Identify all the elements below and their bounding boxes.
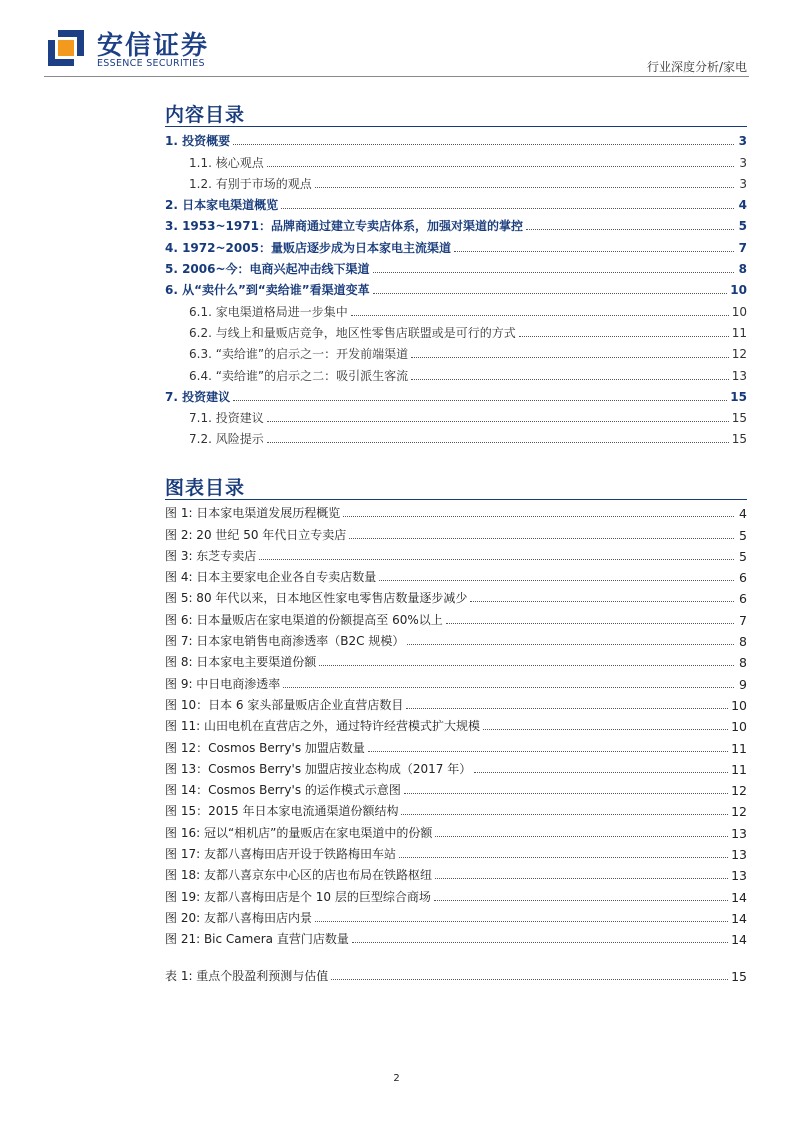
- toc-entry[interactable]: [165, 405, 747, 426]
- dot-leader: [404, 793, 728, 794]
- toc-list: [165, 128, 747, 447]
- dot-leader: [351, 315, 729, 316]
- entry-title: 图 6: 日本量贩店在家电渠道的份额提高至 60%以上: [165, 612, 443, 627]
- toc-entry[interactable]: [165, 362, 747, 383]
- entry-page-number: 15: [730, 389, 747, 404]
- entry-page-number: 12: [731, 347, 747, 362]
- entry-title: 图 15：2015 年日本家电流通渠道份额结构: [165, 804, 399, 819]
- entry-title: 图 5: 80 年代以来，日本地区性家电零售店数量逐步减少: [165, 591, 468, 606]
- dot-leader: [319, 665, 734, 666]
- entry-page-number: 13: [731, 368, 747, 383]
- dot-leader: [368, 751, 728, 752]
- dot-leader: [407, 644, 734, 645]
- dot-leader: [281, 208, 734, 209]
- dot-leader: [283, 687, 734, 688]
- dot-leader: [349, 538, 734, 539]
- entry-page-number: 9: [739, 676, 747, 692]
- entry-page-number: 14: [731, 932, 747, 948]
- table-entry[interactable]: [165, 963, 747, 984]
- entry-page-number: 10: [731, 697, 747, 713]
- dot-leader: [411, 379, 729, 380]
- dot-leader: [470, 601, 734, 602]
- entry-title: 图 17: 友都八喜梅田店开设于铁路梅田车站: [165, 847, 396, 862]
- entry-title: 图 4: 日本主要家电企业各自专卖店数量: [165, 570, 377, 585]
- dot-leader: [454, 251, 734, 252]
- entry-page-number: 10: [731, 304, 747, 319]
- entry-page-number: 6: [739, 570, 747, 586]
- entry-title: 图 8: 日本家电主要渠道份额: [165, 655, 317, 670]
- dot-leader: [379, 580, 734, 581]
- entry-page-number: 12: [731, 783, 747, 799]
- entry-page-number: 8: [738, 262, 747, 277]
- dot-leader: [233, 144, 734, 145]
- entry-title: 图 3: 东芝专卖店: [165, 548, 257, 563]
- entry-page-number: 11: [731, 325, 747, 340]
- figure-entry[interactable]: [165, 543, 747, 564]
- figures-title: 图表目录: [165, 477, 246, 499]
- entry-page-number: 5: [738, 219, 747, 234]
- dot-leader: [399, 857, 728, 858]
- dot-leader: [352, 942, 728, 943]
- figure-entry[interactable]: [165, 628, 747, 649]
- header-divider: [44, 76, 749, 77]
- toc-entry[interactable]: [165, 341, 747, 362]
- entry-title: 4. 1972~2005：量贩店逐步成为日本家电主流渠道: [165, 240, 451, 255]
- figure-entry[interactable]: [165, 521, 747, 542]
- figure-entry[interactable]: [165, 905, 747, 926]
- page-number: 2: [393, 1073, 400, 1084]
- entry-title: 6.1. 家电渠道格局进一步集中: [189, 304, 348, 319]
- toc-entry[interactable]: [165, 426, 747, 447]
- entry-title: 3. 1953~1971：品牌商通过建立专卖店体系，加强对渠道的掌控: [165, 219, 523, 234]
- dot-leader: [434, 900, 728, 901]
- entry-page-number: 10: [731, 719, 747, 735]
- entry-page-number: 14: [731, 889, 747, 905]
- entry-page-number: 6: [739, 591, 747, 607]
- dot-leader: [406, 708, 728, 709]
- entry-page-number: 3: [738, 134, 747, 149]
- toc-entry[interactable]: [165, 128, 747, 149]
- dot-leader: [401, 814, 728, 815]
- brand-name-en: ESSENCE SECURITIES: [97, 58, 205, 69]
- entry-title: 7. 投资建议: [165, 389, 231, 404]
- figure-entry[interactable]: [165, 670, 747, 691]
- entry-title: 图 1: 日本家电渠道发展历程概览: [165, 506, 341, 521]
- entry-page-number: 7: [738, 240, 747, 255]
- figure-entry[interactable]: [165, 564, 747, 585]
- entry-title: 图 19: 友都八喜梅田店是个 10 层的巨型综合商场: [165, 889, 431, 904]
- toc-entry[interactable]: [165, 277, 747, 298]
- figure-entry[interactable]: [165, 883, 747, 904]
- entry-title: 7.1. 投资建议: [189, 411, 264, 426]
- dot-leader: [267, 442, 729, 443]
- entry-title: 1.2. 有别于市场的观点: [189, 176, 312, 191]
- entry-title: 5. 2006~今：电商兴起冲击线下渠道: [165, 262, 370, 277]
- entry-page-number: 12: [731, 804, 747, 820]
- figure-entry[interactable]: [165, 734, 747, 755]
- dot-leader: [233, 400, 727, 401]
- dot-leader: [267, 166, 734, 167]
- entry-page-number: 15: [731, 969, 747, 985]
- entry-title: 2. 日本家电渠道概览: [165, 198, 279, 213]
- entry-page-number: 10: [730, 283, 747, 298]
- toc-entry[interactable]: [165, 171, 747, 192]
- dot-leader: [435, 878, 728, 879]
- figures-list: [165, 500, 747, 947]
- figure-entry[interactable]: [165, 713, 747, 734]
- entry-title: 图 20: 友都八喜梅田店内景: [165, 910, 312, 925]
- toc-entry[interactable]: [165, 298, 747, 319]
- entry-title: 图 7: 日本家电销售电商渗透率（B2C 规模）: [165, 634, 405, 649]
- toc-entry[interactable]: [165, 213, 747, 234]
- entry-title: 图 13：Cosmos Berry's 加盟店按业态构成（2017 年）: [165, 761, 472, 776]
- toc-title: 内容目录: [165, 104, 246, 126]
- entry-title: 图 21: Bic Camera 直营门店数量: [165, 932, 349, 947]
- entry-title: 1.1. 核心观点: [189, 155, 264, 170]
- dot-leader: [373, 272, 734, 273]
- tables-list: [165, 963, 747, 984]
- entry-page-number: 5: [739, 548, 747, 564]
- figure-entry[interactable]: [165, 692, 747, 713]
- entry-title: 图 14：Cosmos Berry's 的运作模式示意图: [165, 783, 401, 798]
- toc-entry[interactable]: [165, 149, 747, 170]
- figure-entry[interactable]: [165, 500, 747, 521]
- entry-page-number: 13: [731, 825, 747, 841]
- dot-leader: [474, 772, 728, 773]
- figure-entry[interactable]: [165, 841, 747, 862]
- entry-page-number: 8: [739, 655, 747, 671]
- dot-leader: [267, 421, 729, 422]
- essence-logo-icon: [44, 26, 88, 70]
- entry-page-number: 8: [739, 634, 747, 650]
- figure-entry[interactable]: [165, 649, 747, 670]
- entry-title: 图 9: 中日电商渗透率: [165, 676, 281, 691]
- entry-page-number: 5: [739, 527, 747, 543]
- entry-page-number: 4: [739, 506, 747, 522]
- entry-title: 图 11: 山田电机在直营店之外，通过特许经营模式扩大规模: [165, 719, 480, 734]
- entry-page-number: 15: [731, 411, 747, 426]
- entry-title: 6.3. “卖给谁”的启示之一：开发前端渠道: [189, 347, 409, 362]
- entry-title: 图 2: 20 世纪 50 年代日立专卖店: [165, 527, 347, 542]
- entry-title: 图 10：日本 6 家头部量贩店企业直营店数目: [165, 697, 404, 712]
- dot-leader: [331, 979, 728, 980]
- figure-entry[interactable]: [165, 819, 747, 840]
- entry-title: 6.4. “卖给谁”的启示之二：吸引派生客流: [189, 368, 409, 383]
- figure-entry[interactable]: [165, 926, 747, 947]
- dot-leader: [519, 336, 729, 337]
- entry-title: 7.2. 风险提示: [189, 432, 264, 447]
- entry-page-number: 4: [738, 198, 747, 213]
- toc-entry[interactable]: [165, 234, 747, 255]
- entry-title: 6. 从“卖什么”到“卖给谁”看渠道变革: [165, 283, 370, 298]
- toc-title-rule: [165, 126, 747, 127]
- entry-page-number: 11: [731, 761, 747, 777]
- entry-title: 图 12：Cosmos Berry's 加盟店数量: [165, 740, 365, 755]
- entry-page-number: 3: [739, 155, 747, 170]
- dot-leader: [483, 729, 728, 730]
- figure-entry[interactable]: [165, 798, 747, 819]
- dot-leader: [411, 357, 729, 358]
- entry-page-number: 13: [731, 868, 747, 884]
- entry-page-number: 7: [739, 612, 747, 628]
- dot-leader: [259, 559, 734, 560]
- report-type: 行业深度分析/家电: [646, 60, 747, 74]
- dot-leader: [315, 187, 734, 188]
- entry-page-number: 3: [739, 176, 747, 191]
- dot-leader: [526, 229, 734, 230]
- toc-entry[interactable]: [165, 320, 747, 341]
- brand-name-cn: 安信证券: [97, 31, 210, 61]
- entry-page-number: 11: [731, 740, 747, 756]
- dot-leader: [315, 921, 728, 922]
- figure-entry[interactable]: [165, 585, 747, 606]
- dot-leader: [373, 293, 728, 294]
- figure-entry[interactable]: [165, 777, 747, 798]
- dot-leader: [343, 516, 734, 517]
- entry-page-number: 14: [731, 910, 747, 926]
- page-header: [0, 0, 793, 80]
- entry-title: 图 18: 友都八喜京东中心区的店也布局在铁路枢纽: [165, 868, 432, 883]
- entry-title: 图 16: 冠以“相机店”的量贩店在家电渠道中的份额: [165, 825, 433, 840]
- entry-page-number: 13: [731, 847, 747, 863]
- dot-leader: [435, 836, 728, 837]
- entry-page-number: 15: [731, 432, 747, 447]
- entry-title: 1. 投资概要: [165, 134, 231, 149]
- figure-entry[interactable]: [165, 862, 747, 883]
- toc-entry[interactable]: [165, 384, 747, 405]
- toc-entry[interactable]: [165, 192, 747, 213]
- toc-entry[interactable]: [165, 256, 747, 277]
- dot-leader: [446, 623, 734, 624]
- figure-entry[interactable]: [165, 606, 747, 627]
- entry-title: 表 1: 重点个股盈利预测与估值: [165, 969, 329, 984]
- entry-title: 6.2. 与线上和量贩店竞争，地区性零售店联盟或是可行的方式: [189, 325, 516, 340]
- figure-entry[interactable]: [165, 756, 747, 777]
